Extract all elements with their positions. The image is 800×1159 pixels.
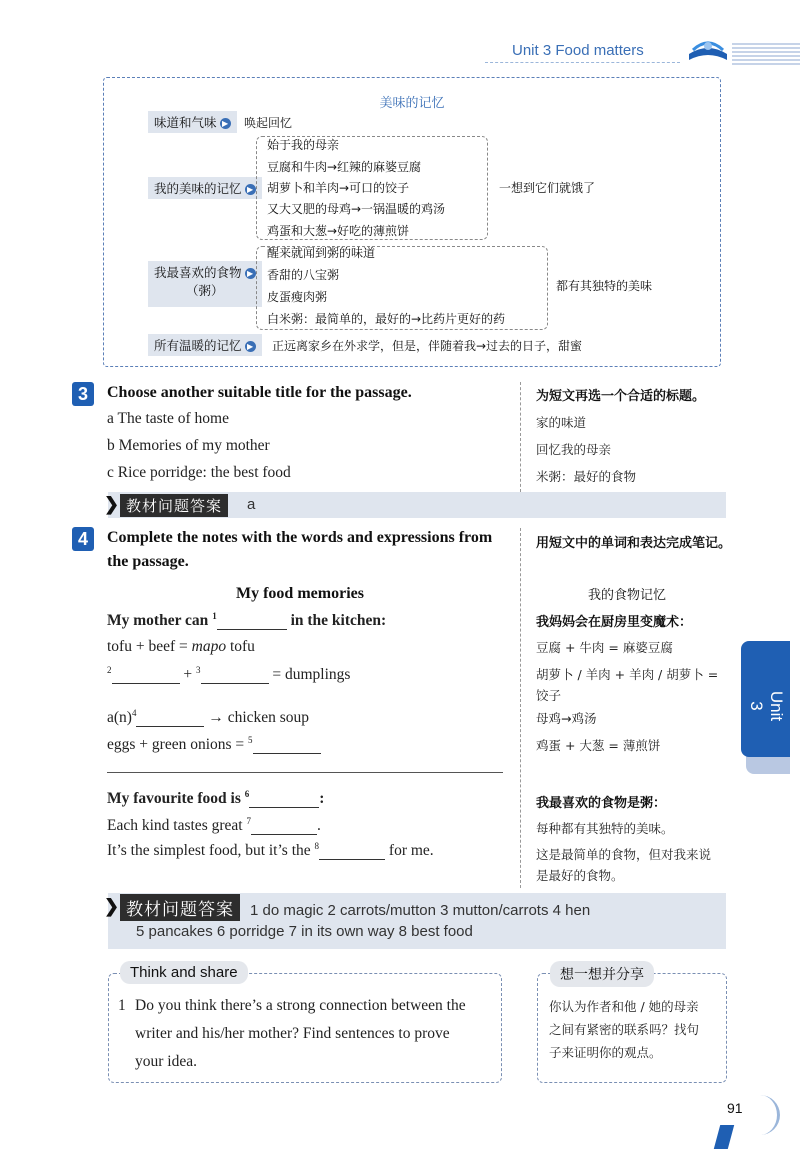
list-item: 皮蛋瘦肉粥	[267, 290, 328, 304]
column-divider	[520, 382, 521, 492]
unit-tab-label: Unit 3	[747, 690, 786, 722]
question-zh: 之间有紧密的联系吗？找句	[549, 1022, 700, 1037]
node-label: 我的美味的记忆	[154, 181, 242, 196]
exercise-heading-2: the passage.	[107, 553, 189, 570]
blank-1[interactable]	[217, 629, 287, 630]
question-zh: 子来证明你的观点。	[549, 1045, 662, 1060]
arrow-icon: ▶	[220, 118, 231, 129]
node-text: 唤起回忆	[244, 116, 293, 130]
text: :	[319, 790, 325, 808]
list-item: 醒来就闻到粥的味道	[267, 246, 376, 260]
exercise-heading-zh: 用短文中的单词和表达完成笔记。	[536, 536, 732, 551]
blank-8[interactable]	[319, 859, 385, 860]
list-item: 白米粥：最简单的，最好的→比药片更好的药	[267, 312, 506, 326]
blank-2[interactable]	[112, 683, 180, 684]
mind-map-node-warm	[148, 334, 262, 356]
blank-6[interactable]	[249, 807, 319, 808]
notes-title-zh: 我的食物记忆	[588, 588, 667, 603]
text: Each kind tastes great	[107, 817, 247, 835]
list-item: 豆腐和牛肉→红辣的麻婆豆腐	[267, 160, 422, 174]
blank-7[interactable]	[251, 834, 317, 835]
answer-label: 教材问题答案	[120, 494, 228, 517]
text: tofu + beef =	[107, 638, 192, 655]
note-zh: 豆腐 + 牛肉 = 麻婆豆腐	[536, 640, 673, 655]
exercise-number: 3	[72, 382, 94, 406]
text: My mother can	[107, 612, 213, 630]
question-line: writer and his/her mother? Find sentences to prove	[135, 1025, 450, 1042]
note-zh: 胡萝卜 / 羊肉 + 羊肉 / 胡萝卜 =	[536, 667, 719, 682]
answer-text-2: 5 pancakes 6 porridge 7 in its own way 8 best food	[136, 923, 473, 940]
note-line-8: It’s the simplest food, but it’s the $^8$ for me.	[107, 841, 434, 860]
notes-title: My food memories	[236, 585, 364, 602]
question-line: Do you think there’s a strong connection between the	[135, 997, 466, 1014]
option-b-zh: 回忆我的母亲	[536, 442, 612, 457]
page-bar	[714, 1125, 734, 1149]
mind-map-node-favourite	[148, 261, 262, 307]
text: a(n)	[107, 709, 132, 727]
note-zh: 我最喜欢的食物是粥：	[536, 796, 667, 811]
page-swoosh	[740, 1095, 780, 1135]
note-line-4: $a(n)^4$ → chicken soup	[107, 708, 310, 727]
exercise-heading-zh: 为短文再选一个合适的标题。	[536, 389, 706, 404]
text: for me.	[388, 842, 434, 860]
list-item: 胡萝卜和羊肉→可口的饺子	[267, 181, 410, 195]
text: .	[316, 817, 321, 835]
column-divider	[520, 528, 521, 888]
option-a: a The taste of home	[107, 410, 229, 427]
option-c: c Rice porridge: the best food	[107, 464, 291, 481]
note-zh: 每种都有其独特的美味。	[536, 821, 674, 836]
text: eggs + green onions =	[107, 736, 249, 754]
note-zh: 鸡蛋 + 大葱 = 薄煎饼	[536, 738, 661, 753]
answer-text: 1 do magic 2 carrots/mutton 3 mutton/carrots 4 hen	[250, 902, 591, 919]
option-b: b Memories of my mother	[107, 437, 270, 454]
result-text: 都有其独特的美味	[556, 279, 653, 293]
note-zh: 饺子	[536, 688, 562, 703]
text: My favourite food is	[107, 790, 245, 808]
note-zh: 是最好的食物。	[536, 868, 624, 883]
mind-map-node-smell	[148, 111, 237, 133]
blank-5[interactable]	[253, 753, 321, 754]
note-line-3: $^2$ + $^3$ = dumplings	[107, 665, 351, 684]
node-label: 所有温暖的记忆	[154, 338, 242, 353]
notes-divider	[107, 772, 503, 773]
book-logo-icon	[685, 34, 731, 64]
text: tofu	[226, 638, 255, 655]
chevron-right-icon: ❯	[104, 896, 120, 917]
arrow-icon: ▶	[245, 268, 256, 279]
question-zh: 你认为作者和他 / 她的母亲	[549, 999, 699, 1014]
answer-label: 教材问题答案	[120, 894, 240, 921]
unit-title: Unit 3 Food matters	[512, 42, 644, 59]
mind-map	[103, 77, 721, 367]
header-stripes	[732, 43, 800, 65]
note-zh: 我妈妈会在厨房里变魔术：	[536, 615, 693, 630]
result-text: 一想到它们就饿了	[499, 181, 596, 195]
node-label: 我最喜欢的食物	[154, 265, 242, 280]
text: mapo	[191, 638, 227, 655]
option-a-zh: 家的味道	[536, 415, 587, 430]
chevron-right-icon: ❯	[104, 494, 120, 515]
mind-map-title: 美味的记忆	[379, 96, 445, 111]
think-share-tab: Think and share	[120, 961, 248, 984]
blank-3[interactable]	[201, 683, 269, 684]
note-zh: 母鸡→鸡汤	[536, 711, 597, 726]
node-label-2: （粥）	[186, 283, 224, 298]
node-text: 正远离家乡在外求学，但是，伴随着我→过去的日子，甜蜜	[272, 339, 583, 353]
header-rule	[485, 62, 680, 63]
list-item: 又大又肥的母鸡→一锅温暖的鸡汤	[267, 202, 446, 216]
page-number: 91	[727, 1100, 743, 1116]
list-item: 鸡蛋和大葱→好吃的薄煎饼	[267, 224, 410, 238]
think-share-tab-zh: 想一想并分享	[550, 961, 654, 987]
exercise-number: 4	[72, 527, 94, 551]
note-line-5: eggs + green onions = $^5$	[107, 735, 321, 754]
note-zh: 这是最简单的食物，但对我来说	[536, 847, 712, 862]
text: = dumplings	[268, 666, 351, 684]
blank-4[interactable]	[136, 726, 204, 727]
node-label: 味道和气味	[154, 115, 217, 130]
note-line-2	[107, 638, 255, 656]
list-item: 香甜的八宝粥	[267, 268, 340, 282]
note-line-7: Each kind tastes great $^7$ .	[107, 816, 321, 835]
mind-map-node-memories	[148, 177, 262, 199]
arrow-icon: ▶	[245, 341, 256, 352]
text: It’s the simplest food, but it’s the	[107, 842, 315, 860]
text: in the kitchen:	[286, 612, 387, 630]
question-line: your idea.	[135, 1053, 197, 1070]
arrow-icon: ▶	[245, 184, 256, 195]
option-c-zh: 米粥：最好的食物	[536, 469, 637, 484]
text: → chicken soup	[204, 709, 310, 727]
exercise-heading: Choose another suitable title for the passage.	[107, 384, 412, 401]
note-line-1: My mother can $^1$ in the kitchen:	[107, 611, 387, 630]
answer-text: a	[247, 496, 256, 513]
exercise-heading: Complete the notes with the words and expressions from	[107, 529, 493, 546]
list-item: 始于我的母亲	[267, 138, 340, 152]
note-line-6: My favourite food is $^6$ :	[107, 789, 325, 808]
question-number: 1	[118, 997, 126, 1014]
